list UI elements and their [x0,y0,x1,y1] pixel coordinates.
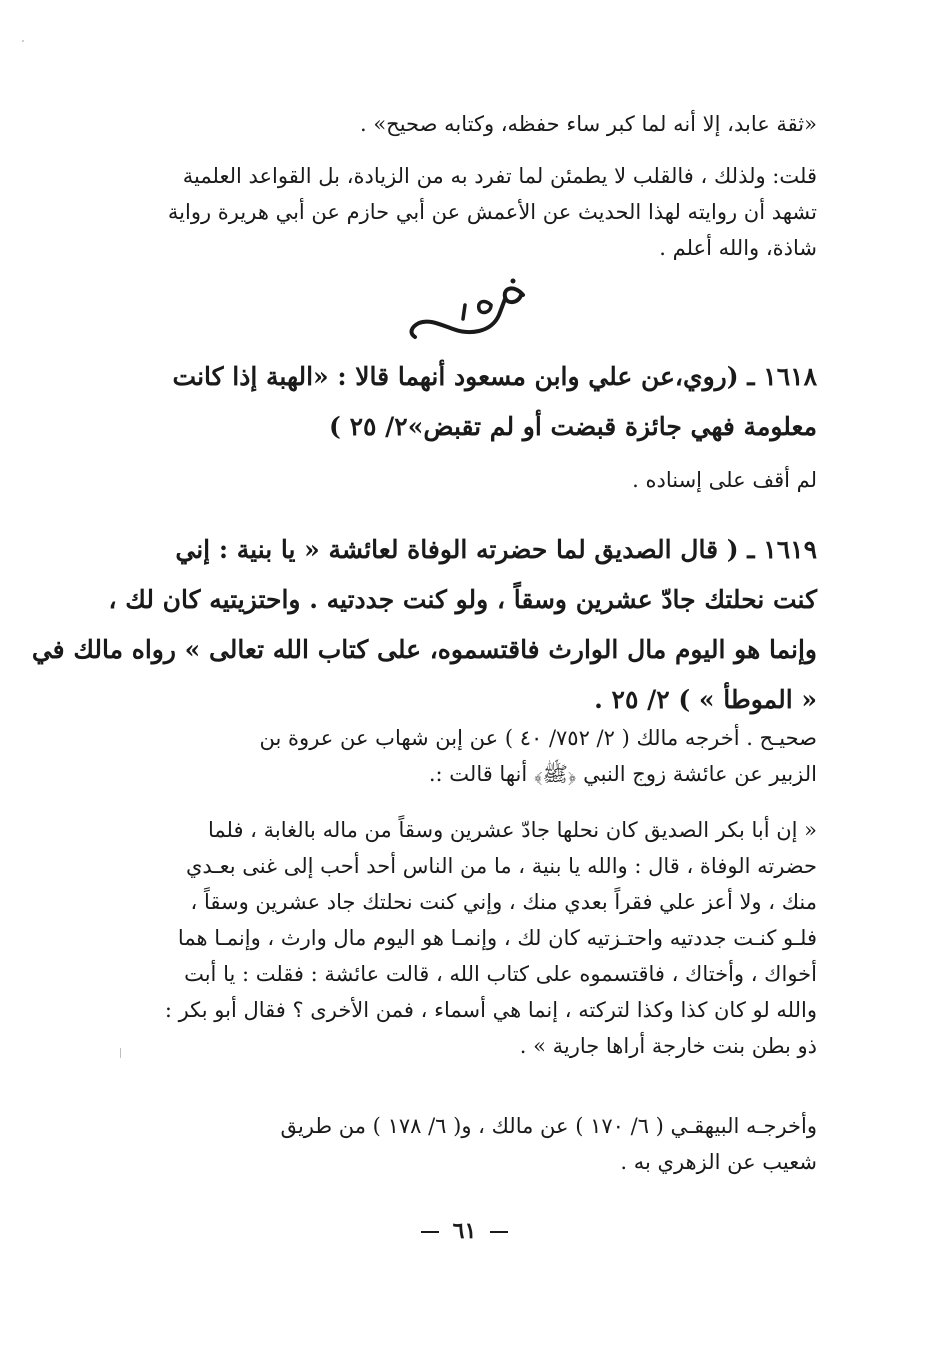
text-line: قلت: ولذلك ، فالقلب لا يطمئن لما تفرد به من الزيادة، بل القواعد العلمية [182,164,817,188]
text-line: شاذة، والله أعلم . [659,236,817,260]
commentary-1618 [129,462,817,498]
text-line: كنت نحلتك جادّ عشرين وسقاً ، ولو كنت جددتيه . واحتزيتيه كان لك ، [108,585,817,614]
text-line: وأخرجـه البيهقـي ( ٦/ ١٧٠ ) عن مالك ، و( ٦/ ١٧٨ ) من طريق [280,1114,817,1138]
commentary-1619-bayhaqi [129,1108,817,1180]
hadith-1619 [31,525,817,725]
text-line: فلـو كنـت جددتيه واحتـزتيه كان لك ، وإنمـا هو اليوم مال وارث ، وإنمـا هما [177,926,817,950]
text-line: أخواك ، وأختاك ، فاقتسموه على كتاب الله ، قالت عائشة : فقلت : يا أبت [184,962,817,986]
text-line: ١٦١٨ ـ (روي،عن علي وابن مسعود أنهما قالا : «الهبة إذا كانت [172,362,817,391]
text-line: صحيـح . أخرجه مالك ( ٢/ ٧٥٢/ ٤٠ ) عن إبن شهاب عن عروة بن [259,726,817,750]
quote-paragraph [129,106,817,142]
hadith-1618 [129,352,817,452]
text-line: لم أقف على إسناده . [632,468,817,492]
page-number [0,1218,929,1244]
commentary-paragraph [129,158,817,266]
text-line: الزبير عن عائشة زوج النبي ﴿ﷺ﴾ أنها قالت :. [428,762,817,786]
text-line: « إن أبا بكر الصديق كان نحلها جادّ عشرين وسقاً من ماله بالغابة ، فلما [207,818,817,842]
text-line: ذو بطن بنت خارجة أراها جارية » . [519,1034,817,1058]
section-heading [0,275,929,345]
text-line: معلومة فهي جائزة قبضت أو لم تقبض»٢/ ٢٥ ) [329,412,817,441]
commentary-1619-narration [129,812,817,1064]
text-line: « الموطأ » ) ٢/ ٢٥ . [594,685,817,714]
scan-speck [120,1048,121,1058]
text-line: منك ، ولا أعز علي فقراً بعدي منك ، وإني كنت نحلتك جاد عشرين وسقاً ، [190,890,817,914]
text-line: تشهد أن روايته لهذا الحديث عن الأعمش عن أبي حازم عن أبي هريرة رواية [167,200,817,224]
page-number-dash [490,1231,508,1233]
text-line: «ثقة عابد، إلا أنه لما كبر ساء حفظه، وكتابه صحيح» . [359,112,817,136]
commentary-1619-source [129,720,817,792]
section-heading-calligraphy [395,275,535,345]
scan-speck [22,40,24,42]
text-line: وإنما هو اليوم مال الوارث فاقتسموه، على كتاب الله تعالى » رواه مالك في [31,635,817,664]
text-line: حضرته الوفاة ، قال : والله يا بنية ، ما من الناس أحد أحب إلى غنى بعـدي [185,854,817,878]
text-line: شعيب عن الزهري به . [620,1150,817,1174]
page-number-text: ٦١ [452,1218,477,1244]
page-number-dash [421,1231,439,1233]
text-line: ١٦١٩ ـ ( قال الصديق لما حضرته الوفاة لعائشة « يا بنية : إني [175,535,817,564]
text-line: والله لو كان كذا وكذا لتركته ، إنما هي أسماء ، فمن الأخرى ؟ فقال أبو بكر : [164,998,817,1022]
